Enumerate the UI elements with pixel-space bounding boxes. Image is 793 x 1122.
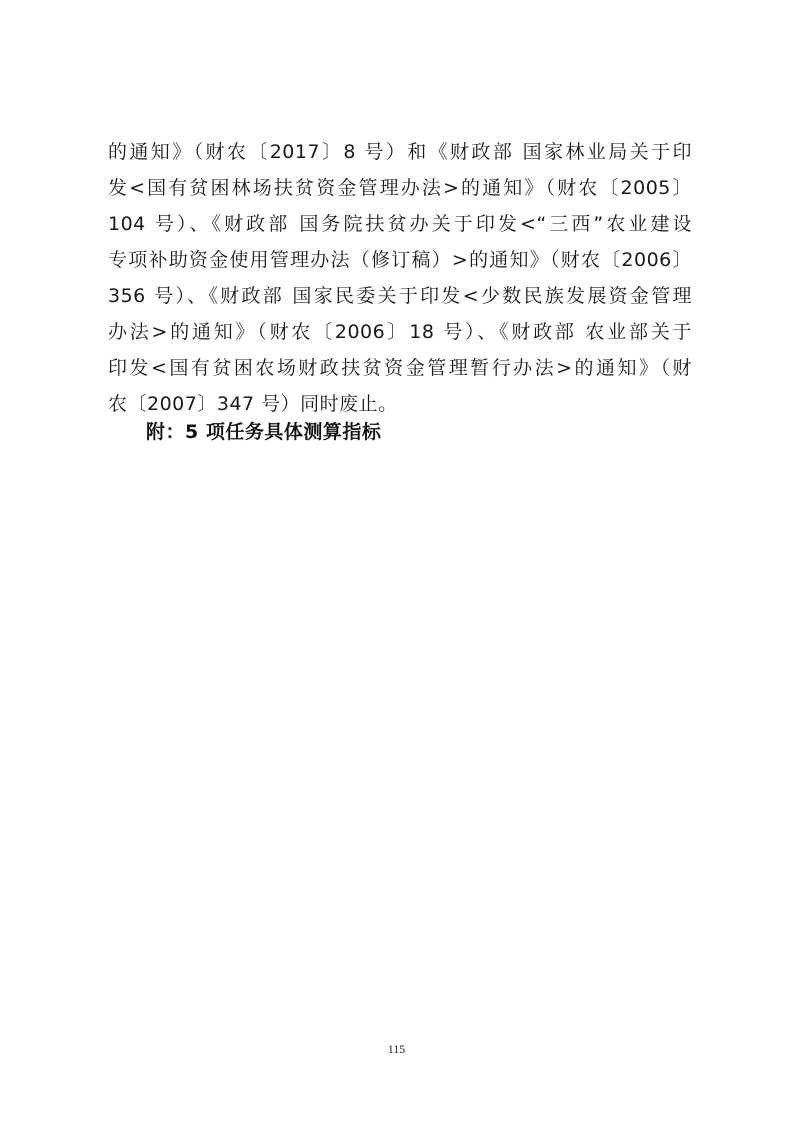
paragraph-line: 办法>的通知》（财农〔2006〕18 号）、《财政部 农业部关于 (108, 321, 692, 343)
paragraph-line: 104 号）、《财政部 国务院扶贫办关于印发<“三西”农业建设 (108, 213, 692, 235)
body-paragraph (108, 134, 692, 422)
paragraph-line: 发<国有贫困林场扶贫资金管理办法>的通知》（财农〔2005〕 (108, 177, 692, 199)
paragraph-line: 专项补助资金使用管理办法（修订稿）>的通知》（财农〔2006〕 (108, 249, 692, 271)
paragraph-line: 的通知》（财农〔2017〕8 号）和《财政部 国家林业局关于印 (108, 141, 692, 163)
paragraph-line: 356 号）、《财政部 国家民委关于印发<少数民族发展资金管理 (108, 285, 692, 307)
paragraph-line: 农〔2007〕347 号）同时废止。 (108, 393, 398, 415)
attachment-heading: 附：5 项任务具体测算指标 (146, 421, 382, 443)
paragraph-line: 印发<国有贫困农场财政扶贫资金管理暂行办法>的通知》（财 (108, 357, 692, 379)
page-number: 115 (387, 1042, 406, 1056)
